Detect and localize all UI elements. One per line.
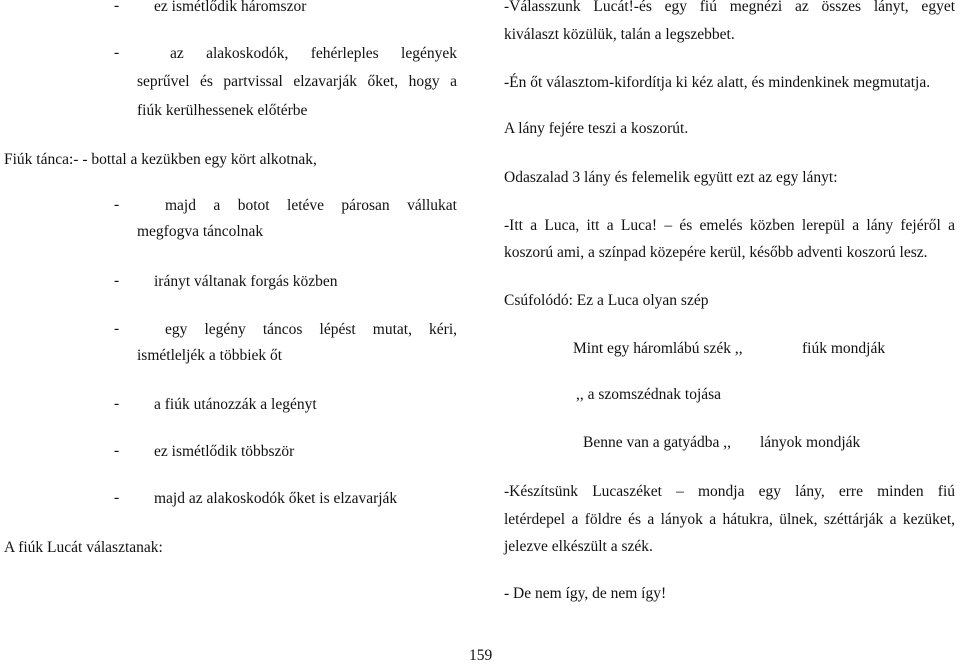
text-line: Csúfolódó: Ez a Luca olyan szép [504,292,709,309]
list-dash: - [114,0,120,14]
text-line: megfogva táncolnak [137,223,264,240]
text-line: a fiúk utánozzák a legényt [154,396,317,413]
text-line: ez ismétlődik háromszor [154,0,307,15]
text-line: Mint egy háromlábú szék ,, [573,340,743,357]
list-dash: - [114,395,120,412]
text-line: seprűvel és partvissal elzavarják őket, hogy a [137,73,457,90]
text-line: - De nem így, de nem így! [504,585,667,602]
list-dash: - [114,44,120,61]
list-dash: - [114,196,120,213]
list-dash: - [114,442,120,459]
list-dash: - [114,272,120,289]
text-line: majd a botot letéve párosan vállukat [165,197,457,214]
list-dash: - [114,320,120,337]
text-line: ez ismétlődik többször [154,443,295,460]
text-line: A lány fejére teszi a koszorút. [504,120,689,137]
page-number: 159 [469,647,493,664]
text-line: ,, a szomszédnak tojása [576,386,722,403]
text-line: Benne van a gatyádba ,, [583,434,732,451]
text-line: az alakoskodók, fehérleples legények [170,45,457,62]
text-line: Odaszalad 3 lány és felemelik együtt ezt az egy lányt: [504,169,838,186]
text-line: egy legény táncos lépést mutat, kéri, [165,321,457,338]
text-line: letérdepel a földre és a lányok a hátukra, ülnek, széttárják a kezüket, [504,511,955,528]
list-dash: - [114,489,120,506]
text-line: fiúk mondják [802,340,886,357]
text-line: lányok mondják [760,434,861,451]
text-line: majd az alakoskodók őket is elzavarják [154,490,398,507]
text-line: kiválaszt közülük, talán a legszebbet. [504,26,735,43]
text-line: A fiúk Lucát választanak: [4,539,163,556]
text-line: -Én őt választom-kifordítja ki kéz alatt, és mindenkinek megmutatja. [504,74,931,91]
text-line: irányt váltanak forgás közben [154,273,338,290]
text-line: -Itt a Luca, itt a Luca! – és emelés közben lerepül a lány fejéről a [504,217,955,234]
text-line: fiúk kerülhessenek előtérbe [137,102,308,119]
text-line: -Készítsünk Lucaszéket – mondja egy lány, erre minden fiú [504,483,955,500]
text-line: koszorú ami, a színpad közepére kerül, később adventi koszorú lesz. [504,244,928,261]
text-line: Fiúk tánca:- - bottal a kezükben egy kört alkotnak, [4,151,317,168]
text-line: -Válasszunk Lucát!-és egy fiú megnézi az összes lányt, egyet [504,0,955,15]
text-line: ismétleljék a többiek őt [137,347,283,364]
text-line: jelezve elkészült a szék. [504,538,653,555]
